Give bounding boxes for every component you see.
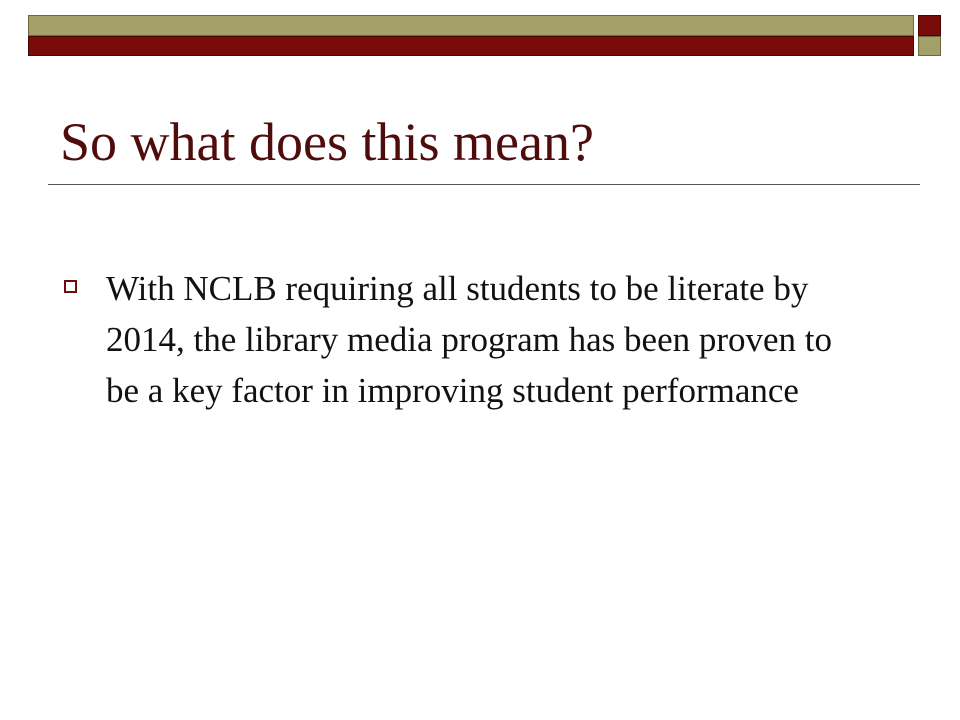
slide-title: So what does this mean?: [60, 112, 594, 172]
header-maroon-square: [918, 15, 941, 36]
header-olive-square: [918, 36, 941, 56]
header-maroon-bar: [28, 36, 914, 56]
title-divider: [48, 184, 920, 185]
bullet-item: [60, 263, 860, 416]
hollow-square-bullet-icon: [64, 280, 77, 293]
bullet-list: [60, 263, 860, 416]
header-olive-bar: [28, 15, 914, 36]
bullet-text: With NCLB requiring all students to be literate by 2014, the library media program has been proven to be a key factor in improving student performance: [106, 269, 833, 410]
